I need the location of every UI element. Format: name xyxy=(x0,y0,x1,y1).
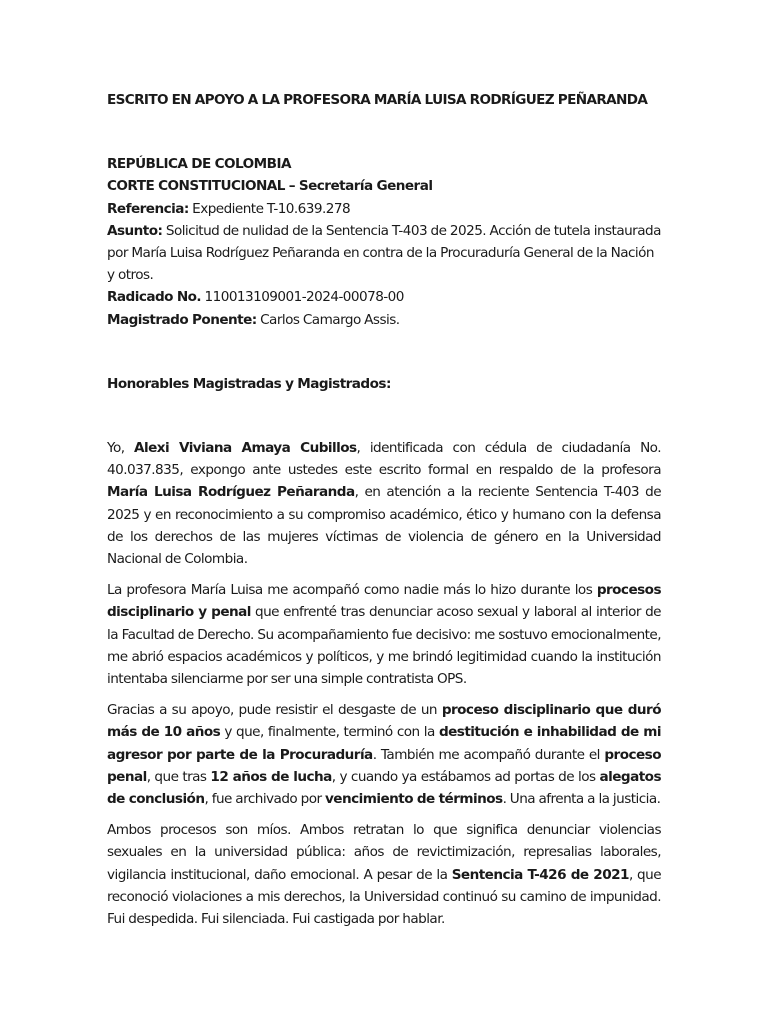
paragraph-text: y que, finalmente, terminó con la xyxy=(220,724,439,741)
paragraph-text: , que tras xyxy=(146,768,211,785)
country-line: REPÚBLICA DE COLOMBIA xyxy=(107,156,291,173)
referencia-label: Referencia: xyxy=(107,200,189,217)
salutation: Honorables Magistradas y Magistrados: xyxy=(107,375,391,392)
asunto-value: Solicitud de nulidad de la Sentencia T-403 de 2025. Acción de tutela instaurada por María Luisa Rodríguez Peñaranda en contra de la Procuraduría General de la Nación y otros. xyxy=(107,222,661,284)
radicado-value: 110013109001-2024-00078-00 xyxy=(201,289,404,306)
bold-text: destitución e inhabilidad de mi agresor por parte de la Procuraduría xyxy=(107,724,661,763)
paragraph-text: que enfrenté tras denunciar acoso sexual y laboral al interior de la Facultad de Derecho. Su acompañamiento fue decisivo: me sostuvo emocionalmente, me abrió espacios académicos y políticos, y me brindó legitimidad cuando la institución intentaba silenciarme por ser una simple contratista OPS. xyxy=(107,604,661,688)
document-title: ESCRITO EN APOYO A LA PROFESORA MARÍA LUISA RODRÍGUEZ PEÑARANDA xyxy=(107,92,648,108)
asunto-line xyxy=(107,220,661,287)
paragraph-text: Gracias a su apoyo, pude resistir el desgaste de un xyxy=(107,702,442,719)
referencia-line xyxy=(107,198,661,220)
paragraph-text: . Una afrenta a la justicia. xyxy=(502,791,661,808)
bold-text: proceso disciplinario que duró más de 10 años xyxy=(107,702,661,741)
bold-text: proceso penal xyxy=(107,746,661,785)
bold-text: vencimiento de términos xyxy=(325,791,503,808)
paragraph-text: , y cuando ya estábamos ad portas de los xyxy=(331,768,600,785)
bold-text: Alexi Viviana Amaya Cubillos xyxy=(133,440,357,457)
court-line: CORTE CONSTITUCIONAL – Secretaría General xyxy=(107,178,433,195)
paragraph-text: Yo, xyxy=(107,440,134,457)
bold-text: Sentencia T-426 de 2021 xyxy=(451,866,629,883)
body-paragraph xyxy=(107,579,661,690)
document-header xyxy=(107,153,661,331)
paragraph-text: La profesora María Luisa me acompañó como nadie más lo hizo durante los xyxy=(107,582,597,599)
paragraph-text: . También me acompañó durante el xyxy=(372,746,605,763)
body-paragraph xyxy=(107,819,661,930)
paragraph-text: , fue archivado por xyxy=(204,791,325,808)
radicado-line xyxy=(107,286,661,308)
bold-text: alegatos de conclusión xyxy=(107,768,661,808)
bold-text: María Luisa Rodríguez Peñaranda xyxy=(107,484,355,501)
magistrado-value: Carlos Camargo Assis. xyxy=(256,311,400,328)
magistrado-label: Magistrado Ponente: xyxy=(107,311,257,328)
paragraph-text: , identificada con cédula de ciudadanía No. 40.037.835, expongo ante ustedes este escrito formal en respaldo de la profesora xyxy=(107,440,661,479)
bold-text: 12 años de lucha xyxy=(210,768,332,785)
paragraph-text: , que reconoció violaciones a mis derechos, la Universidad continuó su camino de impunidad. Fui despedida. Fui silenciada. Fui castigada por hablar. xyxy=(107,866,662,928)
body-paragraphs xyxy=(107,437,661,930)
asunto-label: Asunto: xyxy=(107,222,163,239)
bold-text: procesos disciplinario y penal xyxy=(107,582,661,621)
paragraph-text: , en atención a la reciente Sentencia T-403 de 2025 y en reconocimiento a su compromiso académico, ético y humano con la defensa de los derechos de las mujeres víctimas de violencia de género en la Universidad Nacional de Colombia. xyxy=(107,484,662,568)
referencia-value: Expediente T-10.639.278 xyxy=(188,200,351,217)
magistrado-line xyxy=(107,309,661,331)
body-paragraph xyxy=(107,699,661,810)
paragraph-text: Ambos procesos son míos. Ambos retratan lo que significa denunciar violencias sexuales en la universidad pública: años de revictimización, represalias laborales, vigilancia institucional, daño emocional. A pesar de la xyxy=(107,822,661,883)
body-paragraph xyxy=(107,437,661,570)
radicado-label: Radicado No. xyxy=(107,289,202,306)
document-content xyxy=(107,89,661,930)
